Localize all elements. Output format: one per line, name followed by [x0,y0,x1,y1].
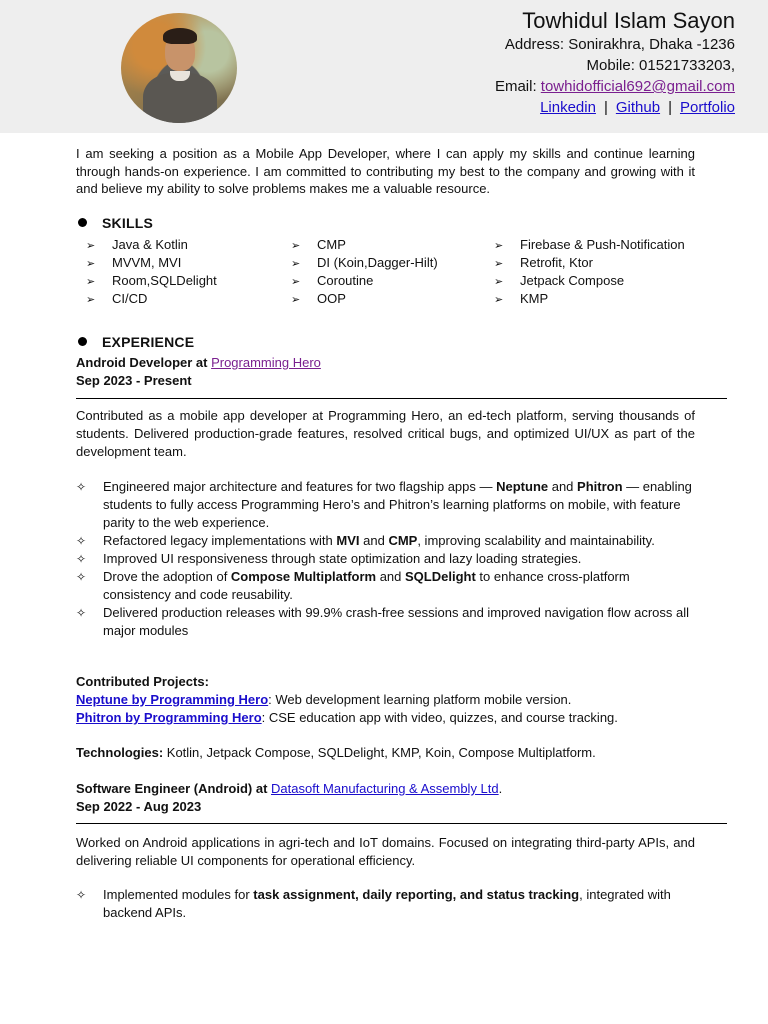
job1-company-link[interactable]: Programming Hero [211,355,321,370]
github-link[interactable]: Github [615,99,661,116]
portfolio-link[interactable]: Portfolio [679,99,735,116]
job2-summary: Worked on Android applications in agri-tech and IoT domains. Focused on integrating third-party APIs, and delivering reliable UI components for operational efficiency. [76,835,695,868]
skill-item: ➢ KMP [494,290,548,309]
skill-item: ➢ Firebase & Push-Notification [494,236,685,255]
achievement-item: ✧ Drove the adoption of Compose Multiplatform and SQLDelight to enhance cross-platform consistency and code reusability. [76,569,630,602]
project-phitron-link[interactable]: Phitron by Programming Hero [76,710,262,725]
skill-item: ➢ Coroutine [291,272,373,291]
linkedin-link[interactable]: Linkedin [540,99,596,116]
divider [76,823,727,824]
contact-block [495,8,735,118]
link-separator: | [603,99,608,116]
skill-item: ➢ CMP [291,236,346,255]
achievement-item: ✧ Engineered major architecture and features for two flagship apps — Neptune and Phitron — enabling students to fully access Programming Hero’s and Phitron’s learning platforms on mobile, with feature parity to the web experience. [76,479,692,530]
job1-achievements [76,478,696,640]
achievement-item: ✧ Implemented modules for task assignment, daily reporting, and status tracking, integrated with backend APIs. [76,887,671,920]
arrow-icon: ➢ [291,276,301,288]
arrow-icon: ➢ [494,294,504,306]
skill-item: ➢ Java & Kotlin [86,236,188,255]
experience-heading: EXPERIENCE [78,334,194,350]
divider [76,398,727,399]
project-item: Neptune by Programming Hero: Web development learning platform mobile version. [76,692,572,707]
objective-summary: I am seeking a position as a Mobile App Developer, where I can apply my skills and continue learning through hands-on experience. I am committed to contributing my best to the company and growing with it and believe my ability to solve problems makes me a valuable resource. [76,146,695,196]
job1-dates: Sep 2023 - Present [76,373,192,388]
candidate-name: Towhidul Islam Sayon [522,8,735,33]
arrow-icon: ➢ [86,294,96,306]
email-label: Email: [494,78,541,95]
skill-item: ➢ DI (Koin,Dagger-Hilt) [291,254,438,273]
skill-item: ➢ CI/CD [86,290,147,309]
skill-item: ➢ Room,SQLDelight [86,272,217,291]
header-band [0,0,768,133]
diamond-star-icon: ✧ [76,606,87,620]
arrow-icon: ➢ [86,240,96,252]
job2-company-link[interactable]: Datasoft Manufacturing & Assembly Ltd [271,781,499,796]
job1-summary: Contributed as a mobile app developer at Programming Hero, an ed-tech platform, serving thousands of students. Delivered production-grade features, resolved critical bugs, and optimized UI/UX as part of the development team. [76,408,695,459]
achievement-item: ✧ Delivered production releases with 99.9% crash-free sessions and improved navigation flow across all major modules [76,605,690,638]
address: Address: Sonirakhra, Dhaka -1236 [504,36,735,53]
email-link[interactable]: towhidofficial692@gmail.com [540,78,735,95]
arrow-icon: ➢ [494,240,504,252]
profile-photo [121,13,237,123]
diamond-star-icon: ✧ [76,570,87,584]
arrow-icon: ➢ [291,294,301,306]
achievement-item: ✧ Refactored legacy implementations with MVI and CMP, improving scalability and maintainability. [76,533,655,548]
skill-item: ➢ Jetpack Compose [494,272,624,291]
arrow-icon: ➢ [86,276,96,288]
arrow-icon: ➢ [494,276,504,288]
project-neptune-link[interactable]: Neptune by Programming Hero [76,692,269,707]
bullet-dot-icon [78,337,87,346]
profile-links [495,97,735,118]
skills-heading: SKILLS [78,215,153,231]
diamond-star-icon: ✧ [76,888,87,902]
bullet-dot-icon [78,218,87,227]
diamond-star-icon: ✧ [76,534,87,548]
job2-title: Software Engineer (Android) at Datasoft Manufacturing & Assembly Ltd. [76,781,503,796]
arrow-icon: ➢ [494,258,504,270]
arrow-icon: ➢ [291,240,301,252]
projects-label: Contributed Projects: [76,674,209,689]
technologies-line: Technologies: Kotlin, Jetpack Compose, SQLDelight, KMP, Koin, Compose Multiplatform. [76,745,596,760]
mobile: Mobile: 01521733203, [586,57,735,74]
job2-achievements [76,886,696,922]
job1-title: Android Developer at Programming Hero [76,355,321,370]
email-line [495,76,735,97]
job2-dates: Sep 2022 - Aug 2023 [76,799,202,814]
skill-item: ➢ MVVM, MVI [86,254,181,273]
arrow-icon: ➢ [291,258,301,270]
skill-item: ➢ Retrofit, Ktor [494,254,593,273]
diamond-star-icon: ✧ [76,552,87,566]
achievement-item: ✧ Improved UI responsiveness through state optimization and lazy loading strategies. [76,551,582,566]
project-item: Phitron by Programming Hero: CSE education app with video, quizzes, and course tracking. [76,710,618,725]
link-separator: | [668,99,672,116]
arrow-icon: ➢ [86,258,96,270]
diamond-star-icon: ✧ [76,480,87,494]
skill-item: ➢ OOP [291,290,346,309]
